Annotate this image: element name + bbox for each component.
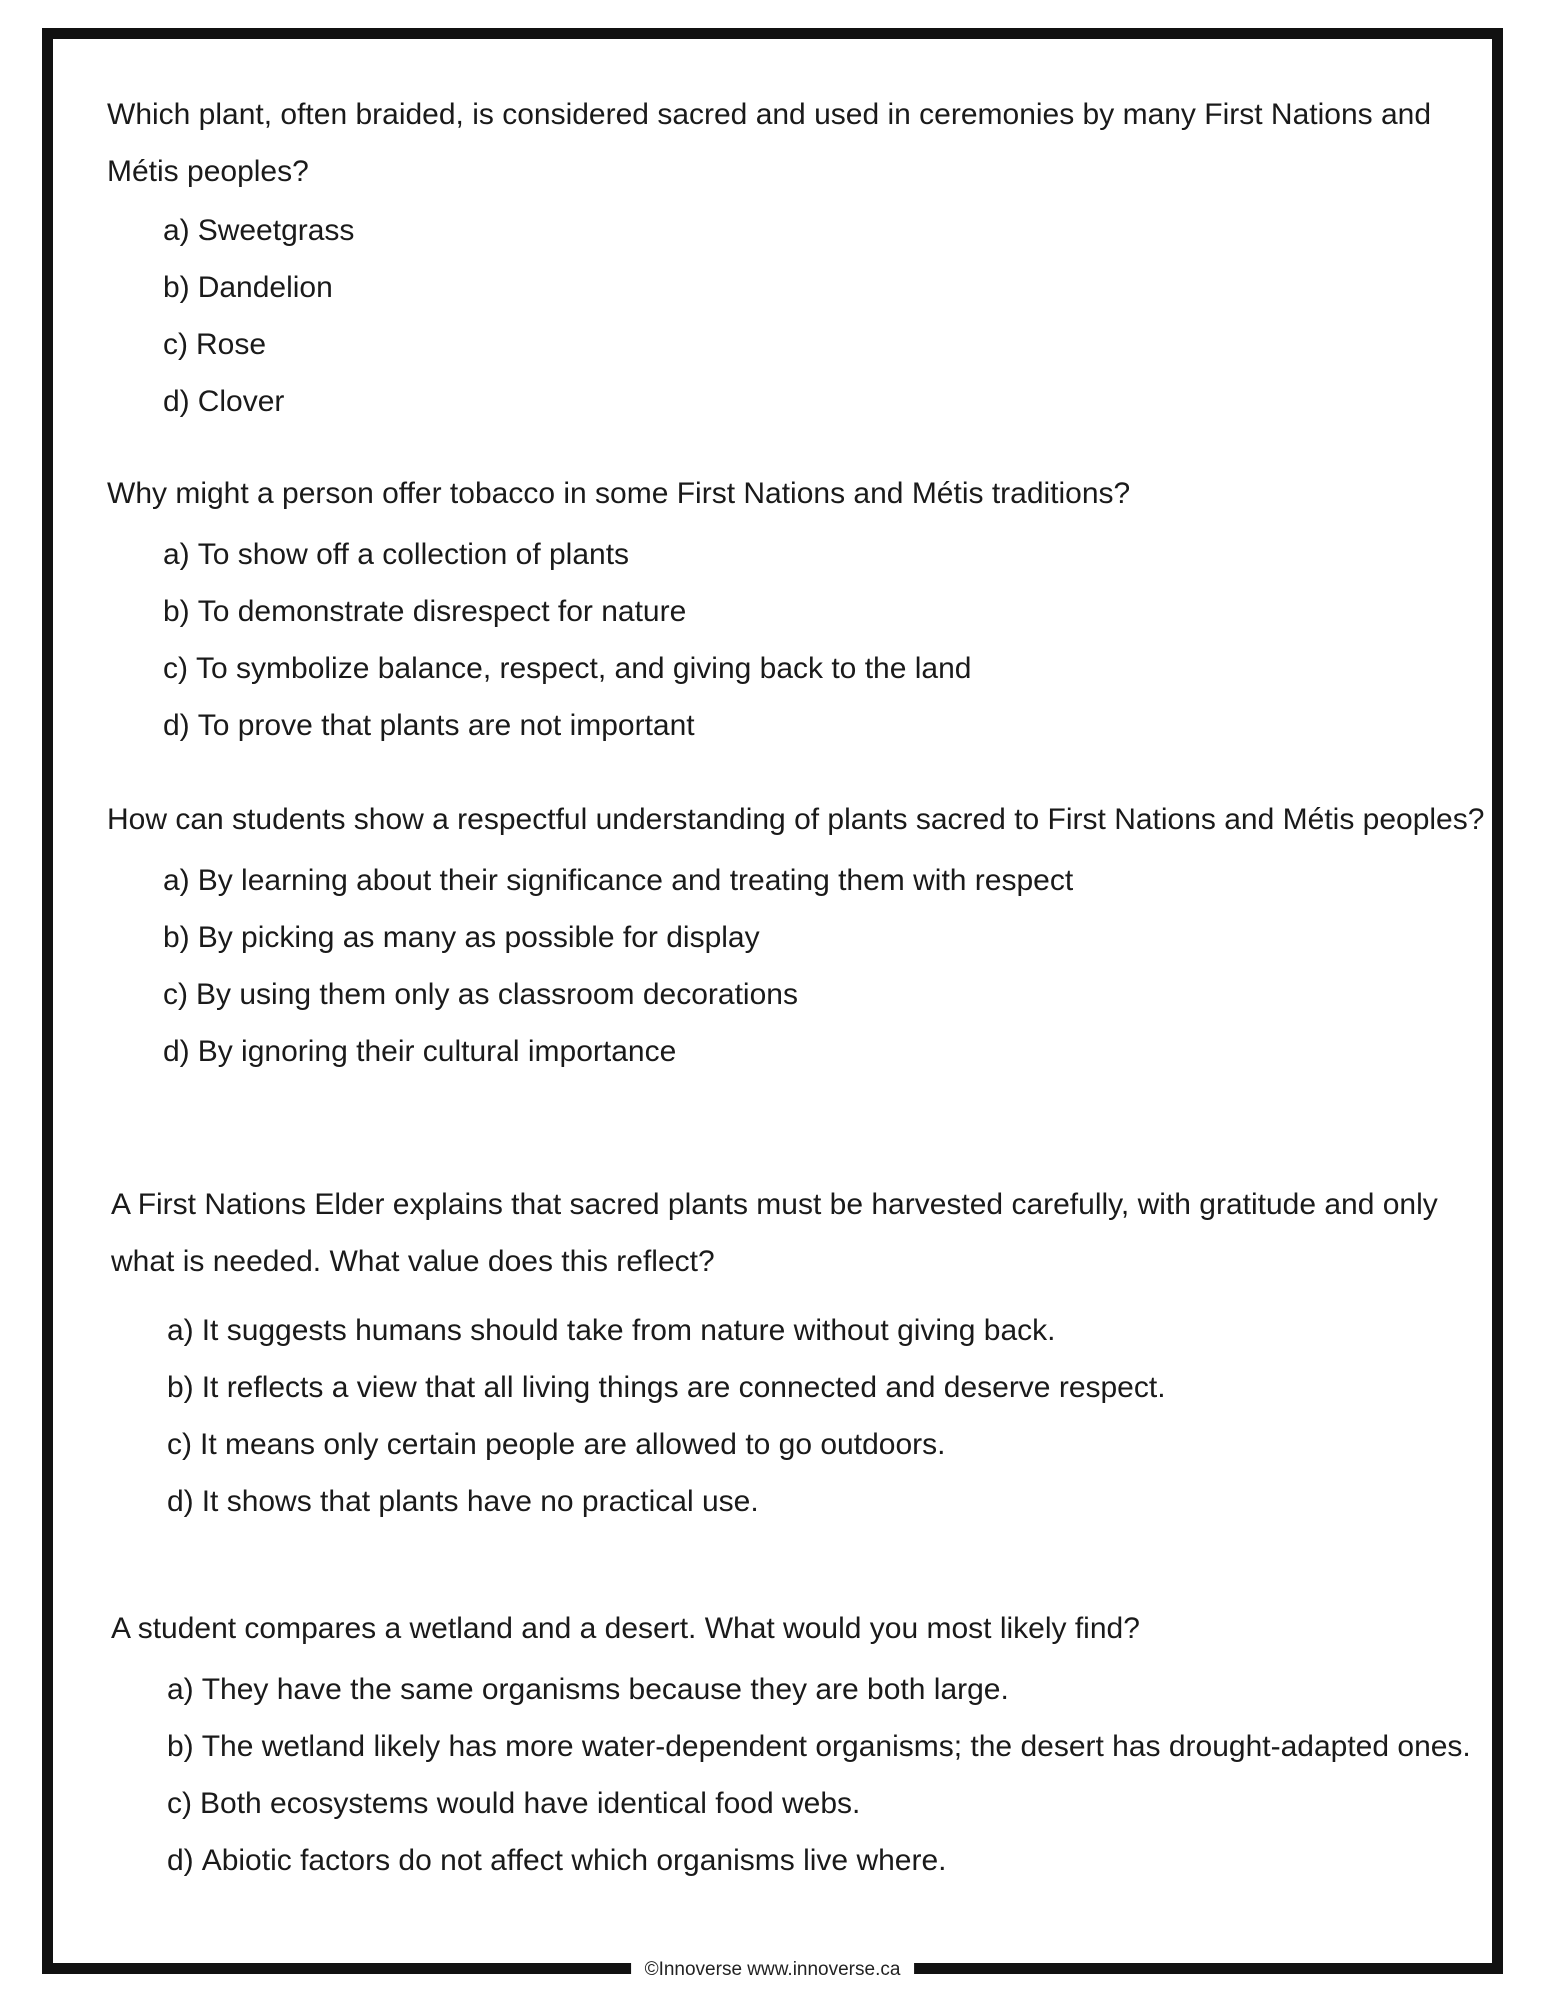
option-b[interactable]	[167, 1359, 1501, 1416]
option-a[interactable]	[163, 202, 1497, 259]
option-text: To show off a collection of plants	[197, 538, 630, 571]
option-text: It shows that plants have no practical use.	[201, 1485, 759, 1518]
option-text: To demonstrate disrespect for nature	[197, 595, 687, 628]
option-text: It reflects a view that all living things are connected and deserve respect.	[201, 1371, 1166, 1404]
option-list	[111, 1302, 1501, 1530]
option-letter: d)	[163, 1035, 190, 1068]
question-4	[111, 1176, 1501, 1530]
option-text: By learning about their significance and treating them with respect	[197, 864, 1074, 897]
page-border	[42, 28, 1503, 1980]
option-list	[107, 202, 1497, 430]
option-b[interactable]	[167, 1718, 1501, 1775]
option-text: Rose	[196, 328, 267, 361]
option-c[interactable]	[163, 316, 1497, 373]
option-text: By picking as many as possible for display	[197, 921, 760, 954]
option-b[interactable]	[163, 909, 1497, 966]
option-b[interactable]	[163, 259, 1497, 316]
option-text: Dandelion	[197, 271, 333, 304]
question-text: A First Nations Elder explains that sacred plants must be harvested carefully, with gratitude and only what is needed. What value does this reflect?	[111, 1188, 1438, 1278]
option-text: Abiotic factors do not affect which organisms live where.	[201, 1844, 947, 1877]
option-letter: a)	[163, 214, 190, 247]
option-letter: a)	[167, 1673, 194, 1706]
question-text: How can students show a respectful understanding of plants sacred to First Nations and Métis peoples?	[107, 803, 1485, 836]
option-letter: b)	[167, 1730, 194, 1763]
option-list	[107, 852, 1497, 1080]
option-letter: a)	[163, 538, 190, 571]
option-letter: c)	[167, 1787, 192, 1820]
option-text: To prove that plants are not important	[197, 709, 695, 742]
option-d[interactable]	[167, 1832, 1501, 1889]
option-letter: b)	[163, 271, 190, 304]
question-text: A student compares a wetland and a desert. What would you most likely find?	[111, 1612, 1140, 1645]
option-c[interactable]	[167, 1416, 1501, 1473]
option-letter: b)	[163, 921, 190, 954]
option-text: Sweetgrass	[197, 214, 355, 247]
option-list	[111, 1661, 1501, 1889]
option-b[interactable]	[163, 583, 1497, 640]
option-c[interactable]	[163, 966, 1497, 1023]
option-letter: c)	[163, 652, 188, 685]
option-letter: a)	[167, 1314, 194, 1347]
option-letter: c)	[163, 328, 188, 361]
option-d[interactable]	[167, 1473, 1501, 1530]
option-text: By using them only as classroom decorations	[196, 978, 798, 1011]
option-d[interactable]	[163, 1023, 1497, 1080]
question-5	[111, 1600, 1501, 1889]
option-letter: a)	[163, 864, 190, 897]
option-text: It suggests humans should take from nature without giving back.	[201, 1314, 1056, 1347]
option-d[interactable]	[163, 373, 1497, 430]
option-c[interactable]	[167, 1775, 1501, 1832]
question-2	[107, 465, 1497, 754]
option-letter: b)	[163, 595, 190, 628]
option-letter: d)	[163, 385, 190, 418]
option-a[interactable]	[167, 1302, 1501, 1359]
option-text: They have the same organisms because they are both large.	[201, 1673, 1009, 1706]
option-letter: d)	[163, 709, 190, 742]
option-list	[107, 526, 1497, 754]
option-a[interactable]	[167, 1661, 1501, 1718]
option-text: Both ecosystems would have identical food webs.	[200, 1787, 861, 1820]
option-text: Clover	[197, 385, 285, 418]
option-d[interactable]	[163, 697, 1497, 754]
question-3	[107, 791, 1497, 1080]
option-text: By ignoring their cultural importance	[197, 1035, 677, 1068]
option-letter: b)	[167, 1371, 194, 1404]
option-text: To symbolize balance, respect, and giving back to the land	[196, 652, 972, 685]
option-text: It means only certain people are allowed to go outdoors.	[200, 1428, 946, 1461]
question-text: Which plant, often braided, is considered sacred and used in ceremonies by many First Nations and Métis peoples?	[107, 98, 1432, 188]
option-letter: c)	[163, 978, 188, 1011]
option-a[interactable]	[163, 852, 1497, 909]
option-letter: c)	[167, 1428, 192, 1461]
option-letter: d)	[167, 1844, 194, 1877]
question-1	[107, 86, 1497, 430]
option-letter: d)	[167, 1485, 194, 1518]
question-text: Why might a person offer tobacco in some First Nations and Métis traditions?	[107, 477, 1131, 510]
copyright-footer: ©Innoverse www.innoverse.ca	[631, 1957, 915, 1983]
option-c[interactable]	[163, 640, 1497, 697]
option-text: The wetland likely has more water-dependent organisms; the desert has drought-adapted ones.	[201, 1730, 1471, 1763]
option-a[interactable]	[163, 526, 1497, 583]
